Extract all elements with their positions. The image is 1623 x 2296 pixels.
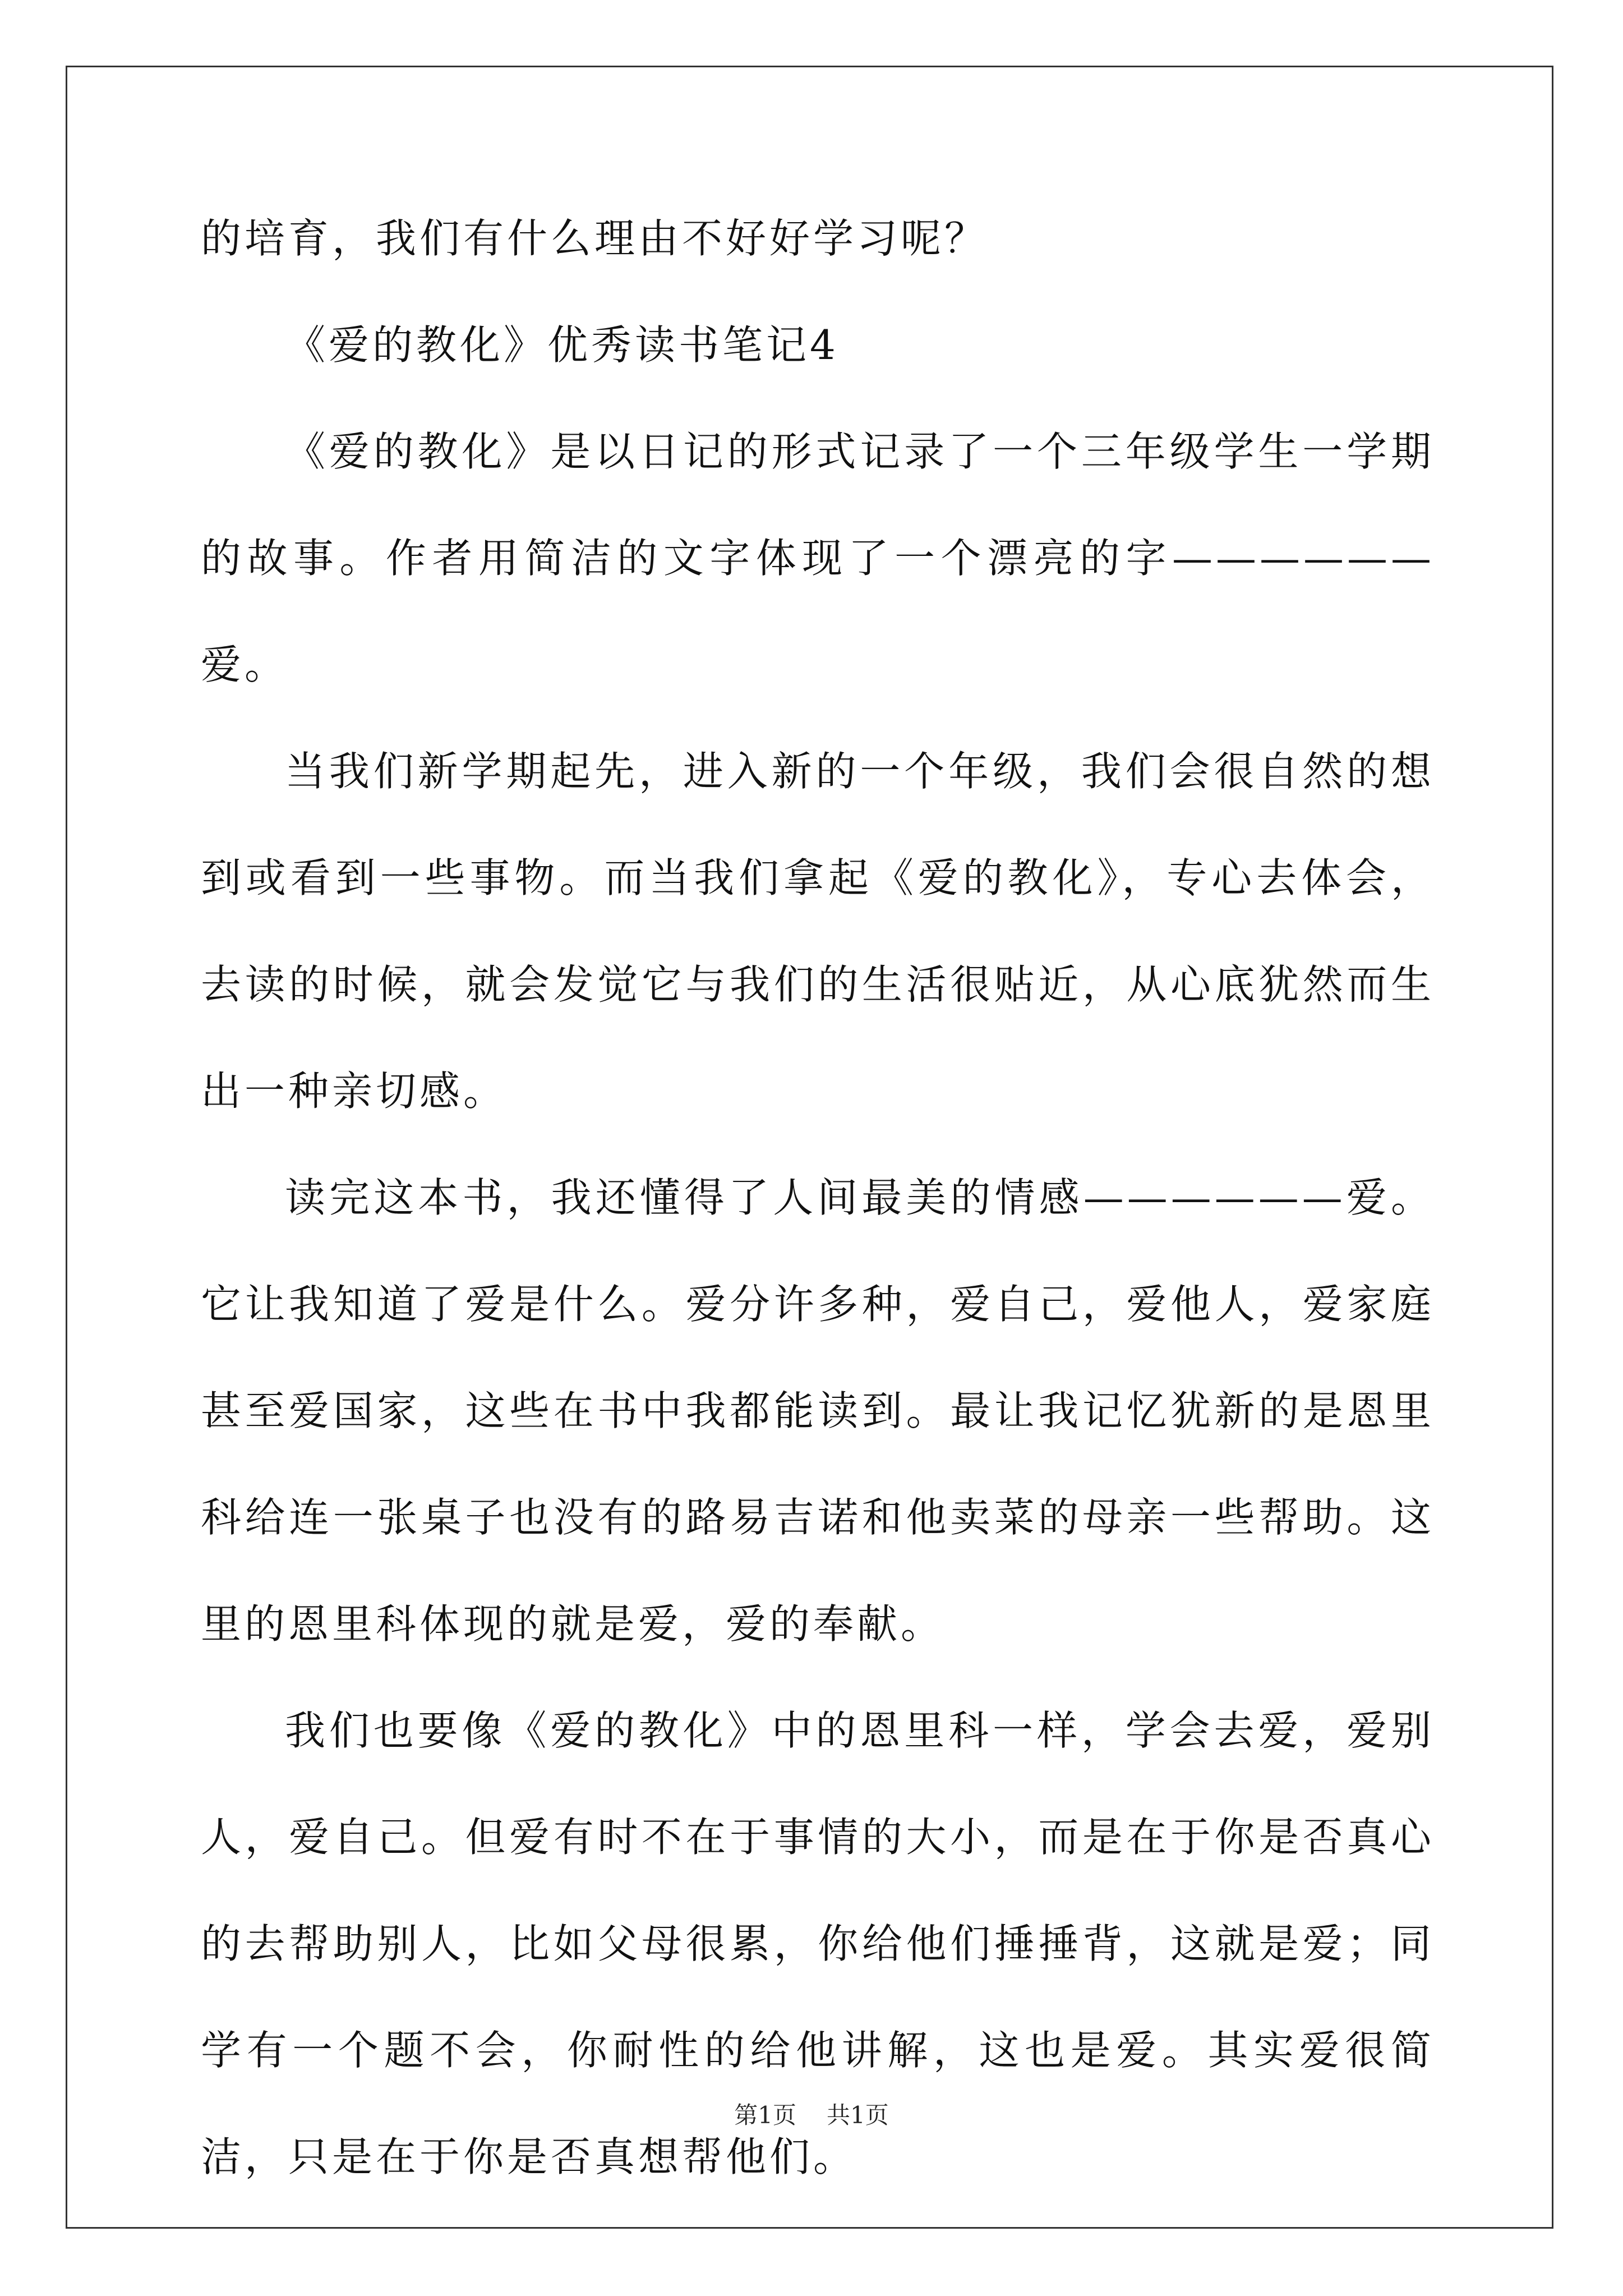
- document-body: [201, 185, 1435, 2210]
- page-number: 第1页: [734, 2101, 796, 2129]
- paragraph-4: 读完这本书，我还懂得了人间最美的情感——————爱。它让我知道了爱是什么。爱分许多种，爱自己，爱他人，爱家庭甚至爱国家，这些在书中我都能读到。最让我记忆犹新的是恩里科给连一张桌子也没有的路易吉诺和他卖菜的母亲一些帮助。这里的恩里科体现的就是爱，爱的奉献。: [201, 1174, 1435, 1648]
- page-footer: [0, 2097, 1623, 2131]
- paragraph-1: 的培育，我们有什么理由不好好学习呢？: [201, 215, 989, 262]
- paragraph-2: 《爱的教化》是以日记的形式记录了一个三年级学生一学期的故事。作者用简洁的文字体现了一个漂亮的字——————爱。: [201, 428, 1435, 688]
- page-total: 共1页: [827, 2101, 889, 2129]
- paragraph-5: 我们也要像《爱的教化》中的恩里科一样，学会去爱，爱别人，爱自己。但爱有时不在于事情的大小，而是在于你是否真心的去帮助别人，比如父母很累，你给他们捶捶背，这就是爱；同学有一个题不会，你耐性的给他讲解，这也是爱。其实爱很简洁，只是在于你是否真想帮他们。: [201, 1707, 1435, 2180]
- paragraph-3: 当我们新学期起先，进入新的一个年级，我们会很自然的想到或看到一些事物。而当我们拿起《爱的教化》，专心去体会，去读的时候，就会发觉它与我们的生活很贴近，从心底犹然而生出一种亲切感。: [201, 748, 1435, 1115]
- section-heading: 《爱的教化》优秀读书笔记4: [285, 321, 839, 369]
